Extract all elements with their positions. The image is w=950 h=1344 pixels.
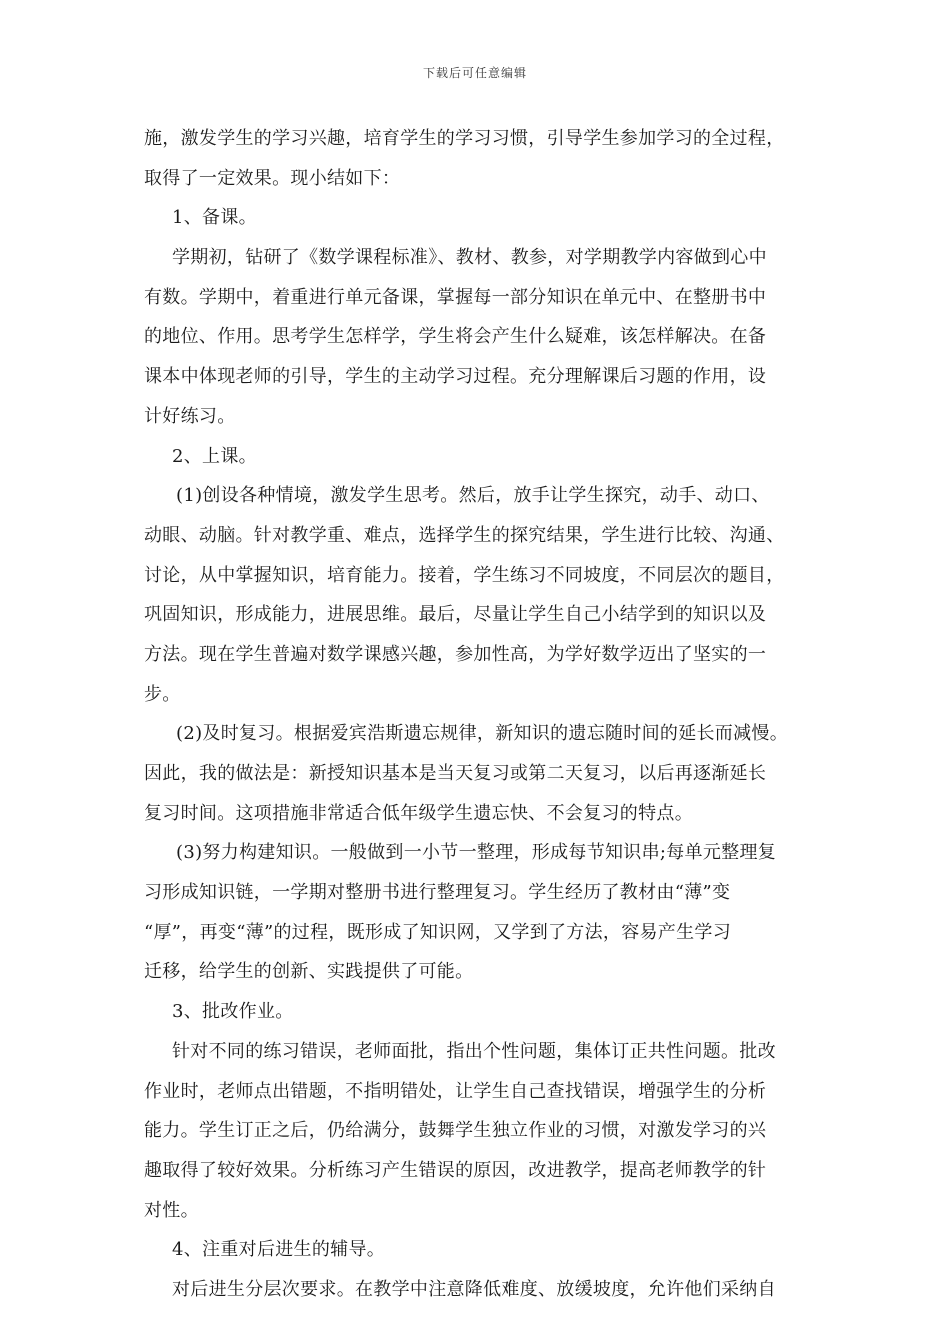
text-line: 的地位、作用。思考学生怎样学，学生将会产生什么疑难，该怎样解决。在备	[144, 326, 767, 348]
text-line: 习形成知识链，一学期对整册书进行整理复习。学生经历了教材由“薄”变	[144, 882, 731, 904]
page-header: 下载后可任意编辑	[422, 66, 527, 80]
text-line: 有数。学期中，着重进行单元备课，掌握每一部分知识在单元中、在整册书中	[144, 286, 767, 308]
text-line: 取得了一定效果。现小结如下：	[144, 167, 401, 189]
text-line: 对后进生分层次要求。在教学中注意降低难度、放缓坡度，允许他们采纳自	[172, 1278, 776, 1300]
text-line: 方法。现在学生普遍对数学课感兴趣，参加性高，为学好数学迈出了坚实的一	[144, 643, 767, 665]
text-line: 学期初，钻研了《数学课程标准》、教材、教参，对学期教学内容做到心中	[172, 247, 767, 269]
text-line: 因此，我的做法是：新授知识基本是当天复习或第二天复习，以后再逐渐延长	[144, 763, 767, 784]
text-line: (3)努力构建知识。一般做到一小节一整理，形成每节知识串;每单元整理复	[176, 842, 777, 864]
text-line: 讨论，从中掌握知识，培育能力。接着，学生练习不同坡度，不同层次的题目，	[144, 564, 785, 586]
text-line: 施，激发学生的学习兴趣，培育学生的学习习惯，引导学生参加学习的全过程，	[144, 128, 785, 149]
text-line: 迁移，给学生的创新、实践提供了可能。	[144, 961, 474, 983]
text-line: 计好练习。	[144, 405, 236, 427]
text-line: 课本中体现老师的引导，学生的主动学习过程。充分理解课后习题的作用，设	[144, 366, 767, 388]
section-heading: 2、上课。	[172, 445, 257, 467]
text-line: 针对不同的练习错误，老师面批，指出个性问题，集体订正共性问题。批改	[172, 1040, 776, 1062]
text-line: 趣取得了较好效果。分析练习产生错误的原因，改进教学，提高老师教学的针	[144, 1159, 767, 1181]
text-line: 作业时，老师点出错题，不指明错处，让学生自己查找错误，增强学生的分析	[144, 1080, 767, 1102]
section-heading: 1、备课。	[172, 207, 257, 229]
text-line: 能力。学生订正之后，仍给满分，鼓舞学生独立作业的习惯，对激发学习的兴	[144, 1120, 767, 1142]
text-line: 复习时间。这项措施非常适合低年级学生遗忘快、不会复习的特点。	[144, 802, 693, 824]
section-heading: 3、批改作业。	[172, 1001, 294, 1023]
text-line: 步。	[144, 683, 181, 705]
section-heading: 4、注重对后进生的辅导。	[172, 1239, 386, 1261]
text-line: (2)及时复习。根据爱宾浩斯遗忘规律，新知识的遗忘随时间的延长而减慢。	[176, 723, 788, 745]
text-line: 对性。	[144, 1199, 199, 1221]
document-body	[144, 119, 824, 1310]
text-line: 动眼、动脑。针对教学重、难点，选择学生的探究结果，学生进行比较、沟通、	[144, 524, 785, 546]
text-line: 巩固知识，形成能力，进展思维。最后，尽量让学生自己小结学到的知识以及	[144, 604, 767, 626]
text-line: (1)创设各种情境，激发学生思考。然后，放手让学生探究，动手、动口、	[176, 485, 770, 507]
text-line: “厚”，再变“薄”的过程，既形成了知识网，又学到了方法，容易产生学习	[144, 921, 732, 943]
